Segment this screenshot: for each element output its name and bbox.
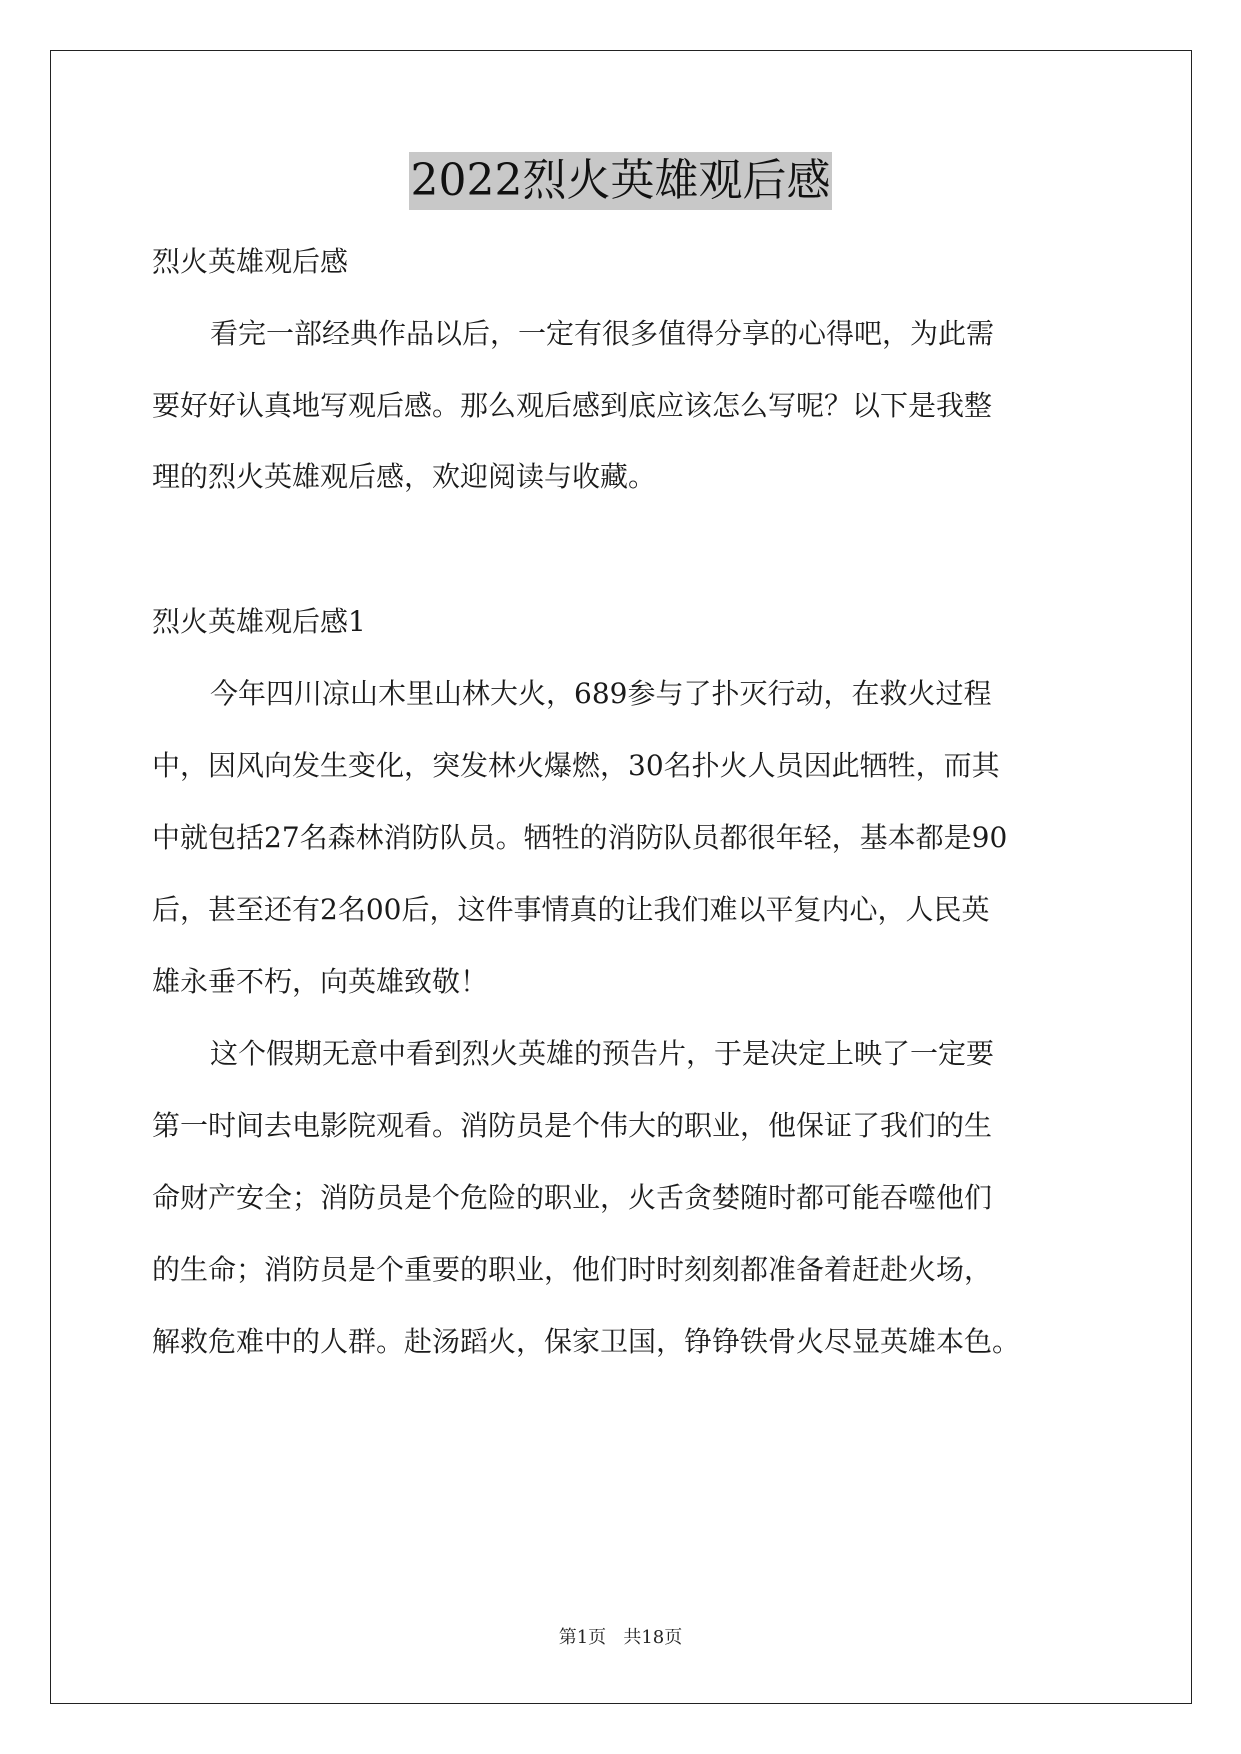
page-number-footer: 第1页 共18页 (558, 1627, 683, 1648)
paragraph-line: 中就包括27名森林消防队员。牺牲的消防队员都很年轻，基本都是90 (152, 821, 1008, 854)
document-title: 2022烈火英雄观后感 (409, 152, 833, 210)
paragraph-line: 命财产安全；消防员是个危险的职业，火舌贪婪随时都可能吞噬他们 (152, 1181, 993, 1214)
paragraph-line: 今年四川凉山木里山林大火，689参与了扑灭行动，在救火过程 (210, 677, 992, 710)
paragraph-line: 中，因风向发生变化，突发林火爆燃，30名扑火人员因此牺牲，而其 (152, 749, 1000, 782)
paragraph-line: 的生命；消防员是个重要的职业，他们时时刻刻都准备着赶赴火场， (152, 1253, 993, 1286)
section-heading: 烈火英雄观后感1 (152, 605, 366, 638)
paragraph-line: 后，甚至还有2名00后，这件事情真的让我们难以平复内心，人民英 (152, 893, 990, 926)
paragraph-line: 雄永垂不朽，向英雄致敬！ (152, 965, 489, 998)
paragraph-line: 看完一部经典作品以后，一定有很多值得分享的心得吧，为此需 (210, 317, 995, 350)
section-heading: 烈火英雄观后感 (152, 245, 349, 278)
paragraph-line: 理的烈火英雄观后感，欢迎阅读与收藏。 (152, 460, 657, 493)
paragraph-line: 这个假期无意中看到烈火英雄的预告片，于是决定上映了一定要 (210, 1037, 995, 1070)
paragraph-line: 第一时间去电影院观看。消防员是个伟大的职业，他保证了我们的生 (152, 1109, 993, 1142)
title-container (0, 152, 1241, 210)
paragraph-line: 解救危难中的人群。赴汤蹈火，保家卫国，铮铮铁骨火尽显英雄本色。 (152, 1325, 1021, 1358)
paragraph-line: 要好好认真地写观后感。那么观后感到底应该怎么写呢？以下是我整 (152, 389, 993, 422)
page-border (50, 50, 1192, 1704)
